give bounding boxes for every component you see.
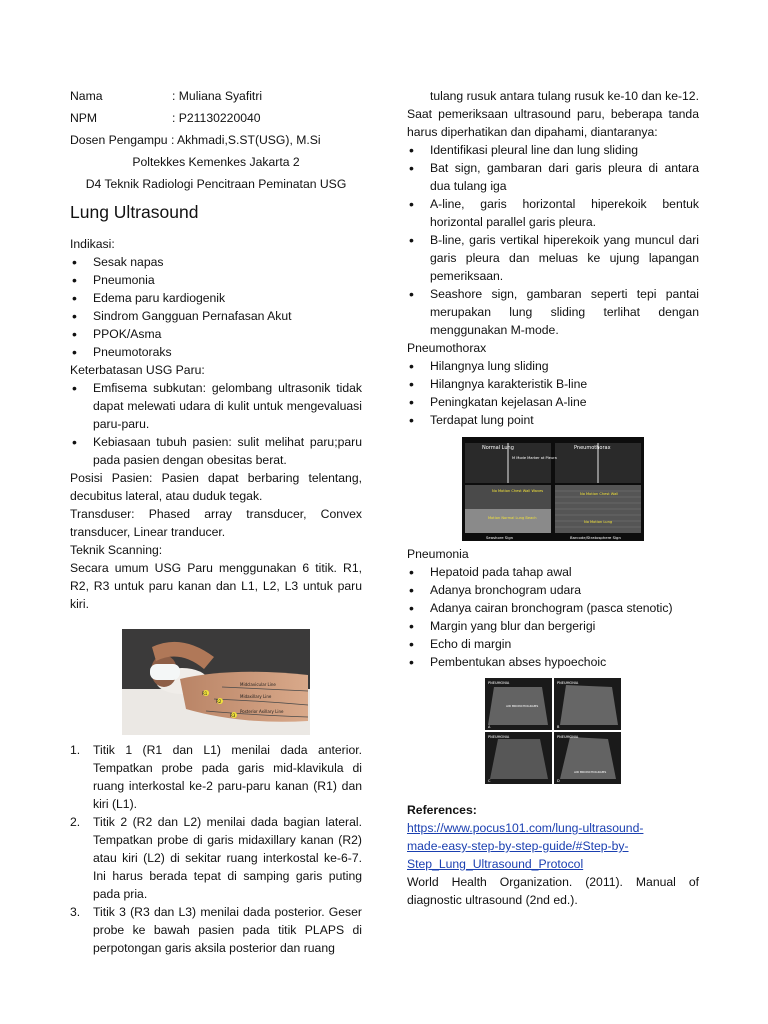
list-item: • PPOK/Asma (70, 325, 362, 343)
grid-letter-c: C (488, 779, 491, 783)
npm-row (70, 109, 362, 127)
list-item: • Identifikasi pleural line dan lung sliding (407, 141, 699, 159)
fig-label-normal-lung: Normal Lung (482, 445, 514, 451)
line-label-midaxillary: Midaxillary Line (240, 694, 272, 699)
grid-letter-a: A (488, 725, 491, 729)
fig-label-lung2: No Motion Lung (584, 520, 613, 524)
npm-label: NPM (70, 111, 98, 125)
list-item: • Terdapat lung point (407, 411, 699, 429)
reference-link-line-2: made-easy-step-by-step-guide/#Step-by- (407, 839, 629, 853)
list-item: • Peningkatan kejelasan A-line (407, 393, 699, 411)
point-label-r3: R3 (230, 713, 236, 718)
reference-book: World Health Organization. (2011). Manual of diagnostic ultrasound (2nd ed.). (407, 875, 699, 907)
reference-link-line-3: Step_Lung_Ultrasound_Protocol (407, 857, 584, 871)
line-label-posterior-axillary: Posterior Axillary Line (240, 709, 284, 714)
teknik-label: Teknik Scanning: (70, 543, 163, 557)
continuation-text: tulang rusuk antara tulang rusuk ke-10 dan ke-12. (430, 89, 699, 103)
fig-label-barcode: Barcode/Stratosphere Sign (570, 535, 621, 540)
keterbatasan-list (70, 379, 362, 469)
signs-list (407, 141, 699, 339)
list-item: • Seashore sign, gambaran seperti tepi pantai merupakan lung sliding terlihat dengan menggunakan M-mode. (407, 285, 699, 339)
dosen-line: Dosen Pengampu : Akhmadi,S.ST(USG), M.Si (70, 133, 321, 147)
keterbatasan-label: Keterbatasan USG Paru: (70, 363, 205, 377)
teknik-text: Secara umum USG Paru menggunakan 6 titik. R1, R2, R3 untuk paru kanan dan L1, L2, L3 untuk paru kiri. (70, 561, 362, 611)
list-item: • Edema paru kardiogenik (70, 289, 362, 307)
pneumothorax-label: Pneumothorax (407, 341, 487, 355)
list-item: • Echo di margin (407, 635, 699, 653)
npm-value: : P21130220040 (172, 111, 261, 125)
institution: Poltekkes Kemenkes Jakarta 2 (132, 155, 300, 169)
list-item: • Pneumotoraks (70, 343, 362, 361)
grid-sub-4: AIR BRONCHOGRAMS (574, 770, 607, 774)
grid-label-4: PNEUMONIA (557, 735, 579, 739)
transduser-text: Transduser: Phased array transducer, Convex transducer, Linear tranducer. (70, 507, 362, 539)
list-item: 1. Titik 1 (R1 dan L1) menilai dada anterior. Tempatkan probe pada garis mid-klavikula di ruang interkostal ke-2 paru-paru kanan (R1) dan kiri (L1). (70, 743, 362, 811)
page-title: Lung Ultrasound (70, 202, 199, 222)
references-label: References: (407, 803, 477, 817)
list-item: • Emfisema subkutan: gelombang ultrasonik tidak dapat melewati udara di kulit untuk mengevaluasi paru-paru. (70, 379, 362, 433)
pneumonia-ultrasound-grid (484, 677, 622, 785)
signs-intro: Saat pemeriksaan ultrasound paru, beberapa tanda harus diperhatikan dan dipahami, diantaranya: (407, 107, 699, 139)
mmode-comparison-image (462, 437, 644, 541)
list-item: • Bat sign, gambaran dari garis pleura di antara dua tulang iga (407, 159, 699, 195)
nama-label: Nama (70, 89, 103, 103)
list-item: • Hilangnya lung sliding (407, 357, 699, 375)
list-item: • A-line, garis horizontal hiperekoik bentuk horizontal parallel garis pleura. (407, 195, 699, 231)
fig-label-lung1: Motion Normal Lung Beach (488, 516, 537, 520)
reference-link[interactable] (407, 819, 699, 873)
list-item: • B-line, garis vertikal hiperekoik yang muncul dari garis pleura dan meluas ke ujung lapangan pemeriksaan. (407, 231, 699, 285)
posisi-text: Posisi Pasien: Pasien dapat berbaring telentang, decubitus lateral, atau duduk tegak. (70, 471, 362, 503)
point-label-r1: R1 (202, 691, 208, 696)
list-item: • Adanya bronchogram udara (407, 581, 699, 599)
list-item: • Pneumonia (70, 271, 362, 289)
list-item: 3. Titik 3 (R3 dan L3) menilai dada posterior. Geser probe ke bawah pasien pada titik PLAPS di perpotongan garis aksila posterior dan ruang (70, 905, 362, 955)
line-label-midclavicular: Midclavicular Line (240, 682, 276, 687)
program: D4 Teknik Radiologi Pencitraan Peminatan USG (85, 177, 347, 191)
grid-label-3: PNEUMONIA (488, 735, 510, 739)
grid-sub-1: AIR BRONCHOGRAMS (506, 704, 539, 708)
list-item: • Pembentukan abses hypoechoic (407, 653, 699, 671)
list-item: • Hepatoid pada tahap awal (407, 563, 699, 581)
grid-label-1: PNEUMONIA (488, 681, 510, 685)
list-item: • Sindrom Gangguan Pernafasan Akut (70, 307, 362, 325)
list-item: 2. Titik 2 (R2 dan L2) menilai dada bagian lateral. Tempatkan probe di garis midaxillary kanan (R2) atau kiri (L2) di sekitar ruang interkostal ke-6-7. Ini harus berada tepat di samping garis puting pada pria. (70, 815, 362, 901)
fig-label-pneumothorax: Pneumothorax (574, 445, 611, 451)
grid-letter-b: B (557, 725, 560, 729)
patient-scan-points-photo (122, 629, 310, 735)
point-label-r2: R2 (216, 699, 222, 704)
list-item: • Adanya cairan bronchogram (pasca stenotic) (407, 599, 699, 617)
nama-value: : Muliana Syafitri (172, 89, 263, 103)
fig-label-motion2: No Motion Chest Wall (580, 492, 619, 496)
fig-label-motion1: No Motion Chest Wall Waves (492, 489, 544, 493)
list-item: • Hilangnya karakteristik B-line (407, 375, 699, 393)
pneumothorax-list (407, 357, 699, 429)
right-column (407, 87, 699, 909)
scan-steps-list (70, 741, 362, 957)
grid-label-2: PNEUMONIA (557, 681, 579, 685)
grid-letter-d: D (557, 779, 560, 783)
indikasi-list (70, 253, 362, 361)
fig-label-marker: M Mode Marker at Pleura (512, 456, 557, 460)
indikasi-label: Indikasi: (70, 237, 115, 251)
list-item: • Margin yang blur dan bergerigi (407, 617, 699, 635)
list-item: • Kebiasaan tubuh pasien: sulit melihat paru;paru pada pasien dengan obesitas berat. (70, 433, 362, 469)
reference-link-line-1: https://www.pocus101.com/lung-ultrasound- (407, 821, 644, 835)
left-column (70, 87, 362, 957)
pneumonia-label: Pneumonia (407, 547, 469, 561)
pneumonia-list (407, 563, 699, 671)
fig-label-seashore: Seashore Sign (486, 535, 514, 540)
nama-row (70, 87, 362, 105)
list-item: • Sesak napas (70, 253, 362, 271)
